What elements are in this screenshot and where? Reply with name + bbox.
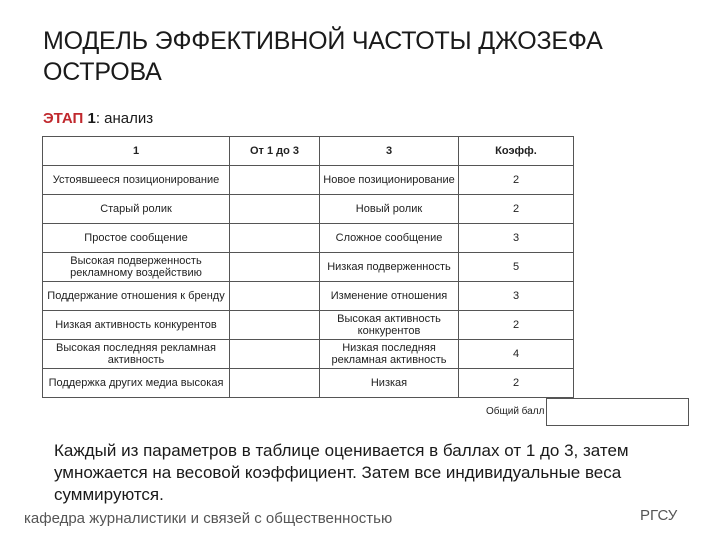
header-cell: Коэфф. xyxy=(459,137,574,166)
score-cell xyxy=(230,195,320,224)
scoring-table xyxy=(42,136,574,398)
coefficient-cell: 4 xyxy=(459,340,574,369)
table-header-row xyxy=(43,137,574,166)
table-row xyxy=(43,282,574,311)
table-row xyxy=(43,340,574,369)
explanation-text: Каждый из параметров в таблице оценивается в баллах от 1 до 3, затем умножается на весовой коэффициент. Затем все индивидуальные веса суммируются. xyxy=(54,441,629,504)
factor-low: Поддержка других медиа высокая xyxy=(43,369,230,398)
factor-low: Поддержание отношения к бренду xyxy=(43,282,230,311)
factor-low: Старый ролик xyxy=(43,195,230,224)
stage-heading xyxy=(43,110,153,127)
factor-high: Низкая последняя рекламная активность xyxy=(320,340,459,369)
factor-high: Низкая подверженность xyxy=(320,253,459,282)
coefficient-cell: 3 xyxy=(459,224,574,253)
total-score-label: Общий балл xyxy=(486,406,545,417)
coefficient-cell: 2 xyxy=(459,311,574,340)
header-cell: 3 xyxy=(320,137,459,166)
score-cell xyxy=(230,253,320,282)
table-row xyxy=(43,224,574,253)
factor-low: Высокая последняя рекламная активность xyxy=(43,340,230,369)
table-row xyxy=(43,253,574,282)
score-cell xyxy=(230,369,320,398)
coefficient-cell: 5 xyxy=(459,253,574,282)
score-cell xyxy=(230,311,320,340)
coefficient-cell: 2 xyxy=(459,195,574,224)
factor-low: Простое сообщение xyxy=(43,224,230,253)
factor-low: Устоявшееся позиционирование xyxy=(43,166,230,195)
table-row xyxy=(43,311,574,340)
header-cell: От 1 до 3 xyxy=(230,137,320,166)
factor-high: Новое позиционирование xyxy=(320,166,459,195)
stage-description: : анализ xyxy=(95,110,154,127)
factor-high: Низкая xyxy=(320,369,459,398)
coefficient-cell: 2 xyxy=(459,166,574,195)
stage-label: ЭТАП xyxy=(43,110,84,127)
factor-low: Высокая подверженность рекламному воздействию xyxy=(43,253,230,282)
score-cell xyxy=(230,224,320,253)
slide-title: МОДЕЛЬ ЭФФЕКТИВНОЙ ЧАСТОТЫ ДЖОЗЕФА ОСТРОВА xyxy=(43,27,603,86)
organization-label: РГСУ xyxy=(640,507,678,524)
header-cell: 1 xyxy=(43,137,230,166)
total-score-box xyxy=(546,398,689,426)
factor-high: Новый ролик xyxy=(320,195,459,224)
score-cell xyxy=(230,340,320,369)
score-cell xyxy=(230,166,320,195)
factor-low: Низкая активность конкурентов xyxy=(43,311,230,340)
score-cell xyxy=(230,282,320,311)
factor-high: Высокая активность конкурентов xyxy=(320,311,459,340)
department-footer: кафедра журналистики и связей с общественностью xyxy=(24,510,393,527)
stage-number: 1 xyxy=(87,110,96,127)
table-row xyxy=(43,166,574,195)
factor-high: Сложное сообщение xyxy=(320,224,459,253)
factor-high: Изменение отношения xyxy=(320,282,459,311)
table-row xyxy=(43,195,574,224)
table-row xyxy=(43,369,574,398)
coefficient-cell: 3 xyxy=(459,282,574,311)
coefficient-cell: 2 xyxy=(459,369,574,398)
